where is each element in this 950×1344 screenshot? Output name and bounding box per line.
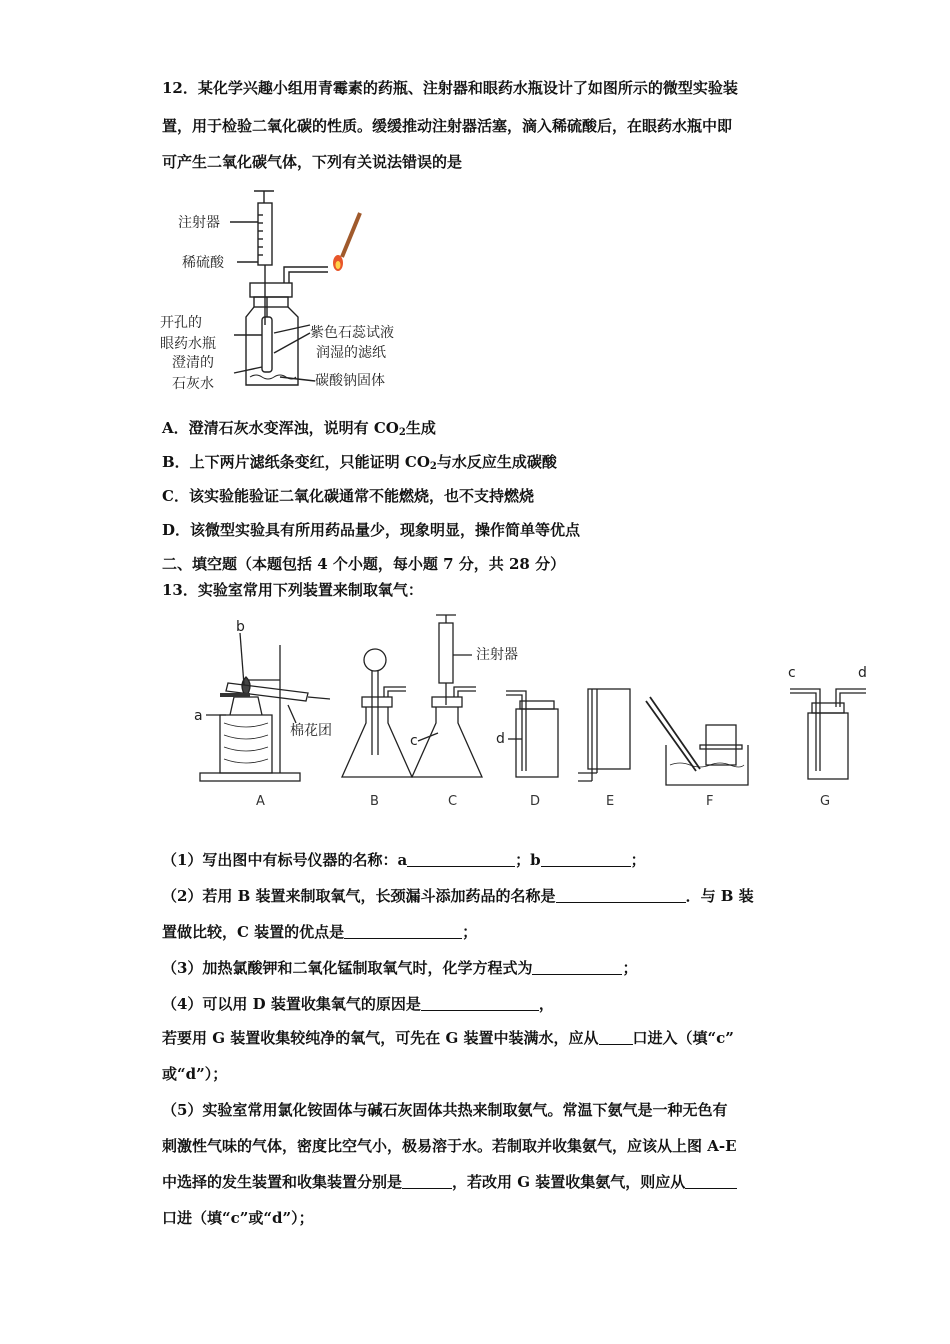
q13-part2-line1: （2）若用 B 装置来制取氧气，长颈漏斗添加药品的名称是 ．与 B 装 [162, 887, 754, 905]
caption-c: C [448, 794, 458, 809]
q12-option-a: A．澄清石灰水变浑浊，说明有 $CO_2$生成 [162, 419, 436, 438]
blank-equation[interactable] [532, 960, 622, 975]
blank-b[interactable] [541, 852, 631, 867]
q13-part1: （1）写出图中有标号仪器的名称：a ；b ； [162, 851, 646, 869]
q13-part4-line2: 若要用 G 装置收集较纯净的氧气，可先在 G 装置中装满水，应从 口进入（填“c” [162, 1029, 734, 1047]
label-d: d [496, 731, 505, 747]
label-lime-line2: 石灰水 [172, 376, 214, 392]
caption-g: G [820, 794, 831, 809]
q12-option-c: C．该实验能验证二氧化碳通常不能燃烧，也不支持燃烧 [162, 487, 534, 505]
q12-option-b: B．上下两片滤纸条变红，只能证明 $CO_2$与水反应生成碳酸 [162, 453, 557, 472]
q12-figure [150, 185, 430, 400]
q12-line1: 12．某化学兴趣小组用青霉素的药瓶、注射器和眼药水瓶设计了如图所示的微型实验装 [162, 79, 738, 97]
label-sodium-carbonate: 碳酸钠固体 [315, 373, 385, 389]
caption-d: D [530, 794, 541, 809]
q12-line3: 可产生二氧化碳气体，下列有关说法错误的是 [162, 153, 463, 171]
q13-part3: （3）加热氯酸钾和二氧化锰制取氧气时，化学方程式为 ； [162, 959, 638, 977]
label-a: a [194, 708, 203, 724]
label-g-c: c [788, 665, 796, 681]
section-heading: 二、填空题（本题包括 4 个小题，每小题 7 分，共 28 分） [162, 555, 566, 573]
q13-part5-line1: （5）实验室常用氯化铵固体与碱石灰固体共热来制取氨气。常温下氨气是一种无色有 [162, 1101, 728, 1119]
label-litmus-line1: 紫色石蕊试液 [310, 325, 394, 341]
q12-line2: 置，用于检验二氧化碳的性质。缓缓推动注射器活塞，滴入稀硫酸后，在眼药水瓶中即 [162, 117, 733, 135]
blank-a[interactable] [407, 852, 515, 867]
blank-g-inlet[interactable] [599, 1030, 633, 1045]
caption-a: A [256, 794, 265, 809]
blank-ammonia-inlet[interactable] [685, 1174, 737, 1189]
label-b: b [236, 619, 245, 635]
blank-funnel-reagent[interactable] [556, 888, 686, 903]
q13-part5-line3: 中选择的发生装置和收集装置分别是 ，若改用 G 装置收集氨气，则应从 [162, 1172, 737, 1192]
label-syringe-c: 注射器 [476, 647, 518, 663]
q13-part4-line3: 或“d”）； [162, 1065, 228, 1083]
label-c: c [410, 733, 418, 749]
caption-b: B [370, 794, 379, 809]
q13-figure [180, 605, 880, 815]
label-g-d: d [858, 665, 867, 681]
blank-c-advantage[interactable] [344, 924, 462, 939]
q13-part2-line2: 置做比较，C 装置的优点是 ； [162, 923, 478, 941]
blank-d-reason[interactable] [421, 996, 539, 1011]
q13-part4-line1: （4）可以用 D 装置收集氧气的原因是 ， [162, 995, 554, 1013]
label-bottle-line1: 开孔的 [160, 315, 202, 331]
label-cotton: 棉花团 [290, 723, 332, 739]
q13-part5-line2: 刺激性气味的气体，密度比空气小，极易溶于水。若制取并收集氨气，应该从上图 A-E [162, 1137, 737, 1155]
q13-title: 13．实验室常用下列装置来制取氧气： [162, 581, 423, 599]
caption-f: F [706, 794, 714, 809]
q12-option-d: D．该微型实验具有所用药品量少，现象明显，操作简单等优点 [162, 521, 581, 539]
label-bottle-line2: 眼药水瓶 [160, 336, 216, 352]
q13-part5-line4: 口进（填“c”或“d”）； [162, 1209, 314, 1227]
label-lime-line1: 澄清的 [172, 355, 214, 371]
label-litmus-line2: 润湿的滤纸 [316, 345, 386, 361]
label-syringe: 注射器 [178, 215, 220, 231]
blank-ammonia-devices[interactable] [402, 1174, 452, 1189]
label-dilute-acid: 稀硫酸 [182, 255, 224, 271]
caption-e: E [606, 794, 615, 809]
